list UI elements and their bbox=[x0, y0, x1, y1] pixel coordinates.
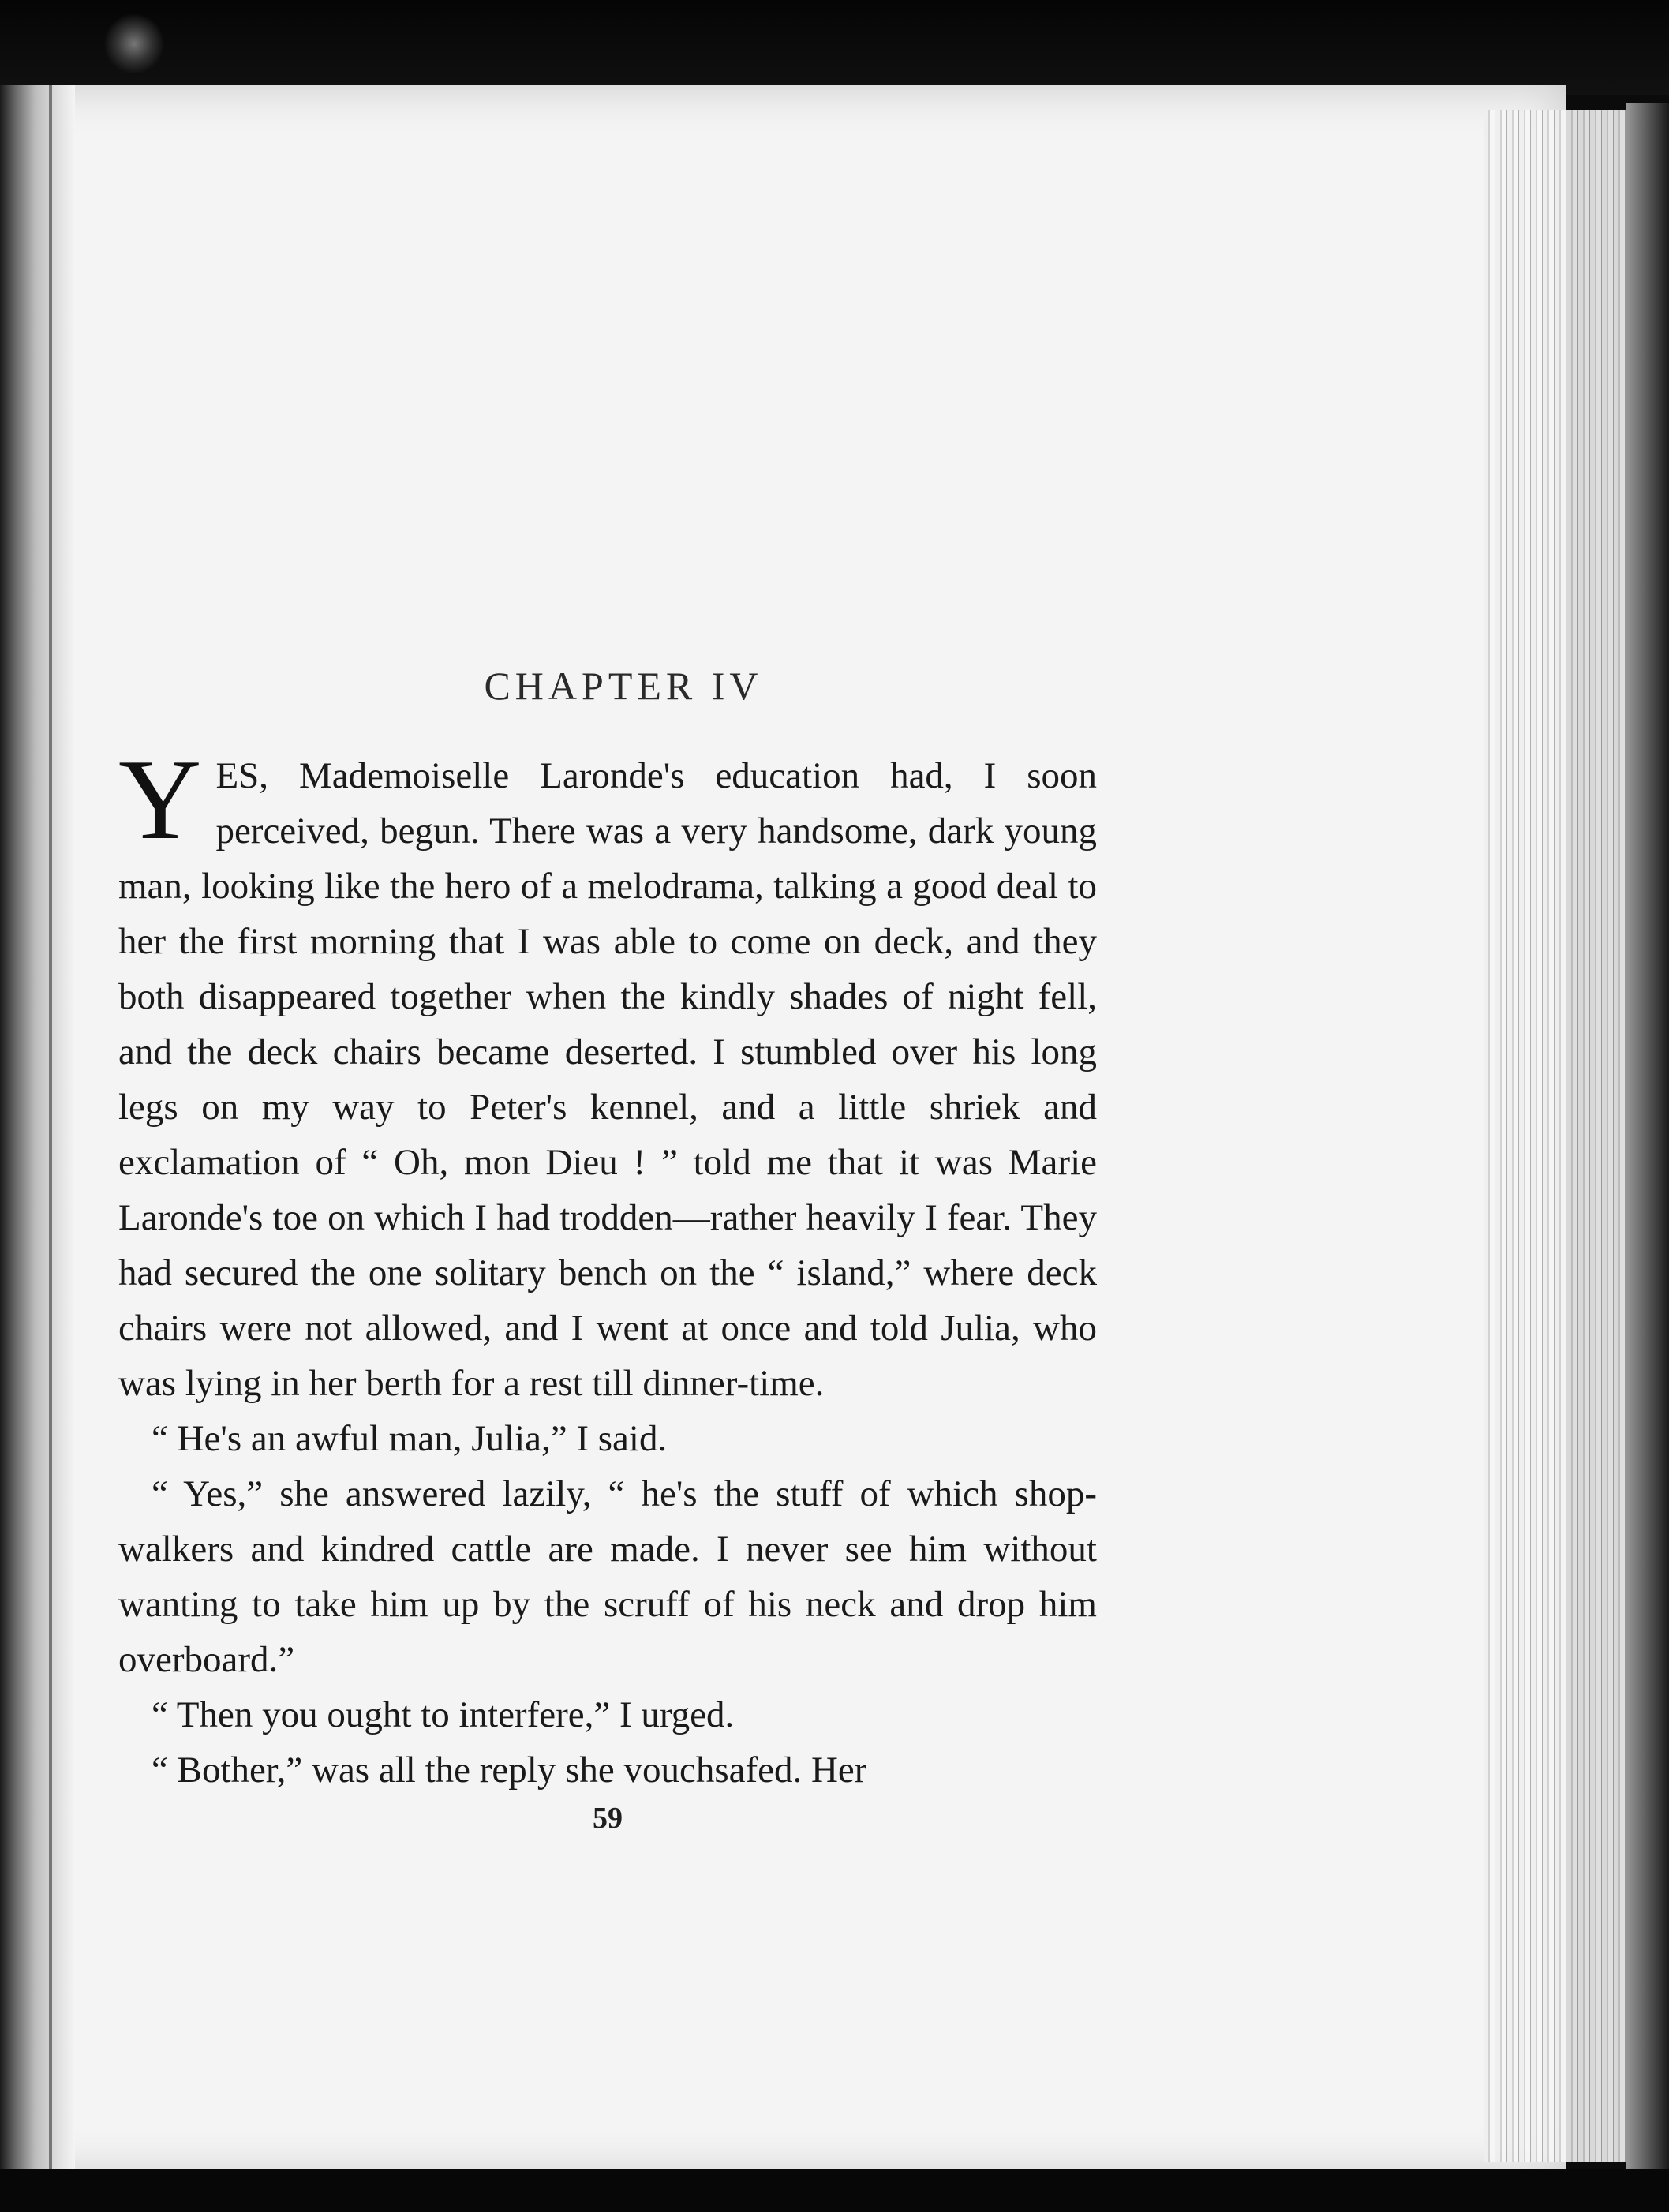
paragraph: “ Then you ought to interfere,” I urged. bbox=[152, 1694, 735, 1735]
chapter-heading: CHAPTER IV bbox=[484, 664, 763, 708]
scan-background-top bbox=[0, 0, 1669, 95]
page-fore-edge bbox=[1484, 110, 1641, 2162]
paragraph: “ Bother,” was all the reply she vouchsafed. Her bbox=[152, 1750, 867, 1791]
first-paragraph-text: ES, Mademoiselle Laronde's education had, I soon perceived, begun. There was a very handsome, dark young man, looking like the hero of a melodrama, talking a good deal to her the first morning that I was able to come on deck, and they both disappeared together when the kindly shades of night fell, and the deck chairs became deserted. I stumbled over his long legs on my way to Peter's kennel, and a little shriek and exclamation of “ Oh, mon Dieu ! ” told me that it was Marie Laronde's toe on which I had trodden—rather heavily I fear. They had secured the one solitary bench on the “ island,” where deck chairs were not allowed, and I went at once and told Julia, who was lying in her berth for a rest till dinner-time. bbox=[118, 755, 1097, 1404]
scan-blot bbox=[103, 14, 166, 73]
drop-cap: Y bbox=[118, 735, 202, 863]
scan-background-bottom bbox=[0, 2169, 1669, 2212]
paragraph: “ Yes,” she answered lazily, “ he's the stuff of which shop-walkers and kindred cattle are made. I never see him without wanting to take him up by the scruff of his neck and drop him overboard.” bbox=[118, 1473, 1097, 1680]
book-gutter bbox=[0, 85, 75, 2176]
paragraph: “ He's an awful man, Julia,” I said. bbox=[152, 1418, 668, 1459]
first-paragraph bbox=[118, 735, 1097, 1411]
page-number: 59 bbox=[593, 1802, 623, 1835]
page-edge-shadow bbox=[1626, 103, 1669, 2170]
page-content bbox=[118, 663, 1097, 1836]
